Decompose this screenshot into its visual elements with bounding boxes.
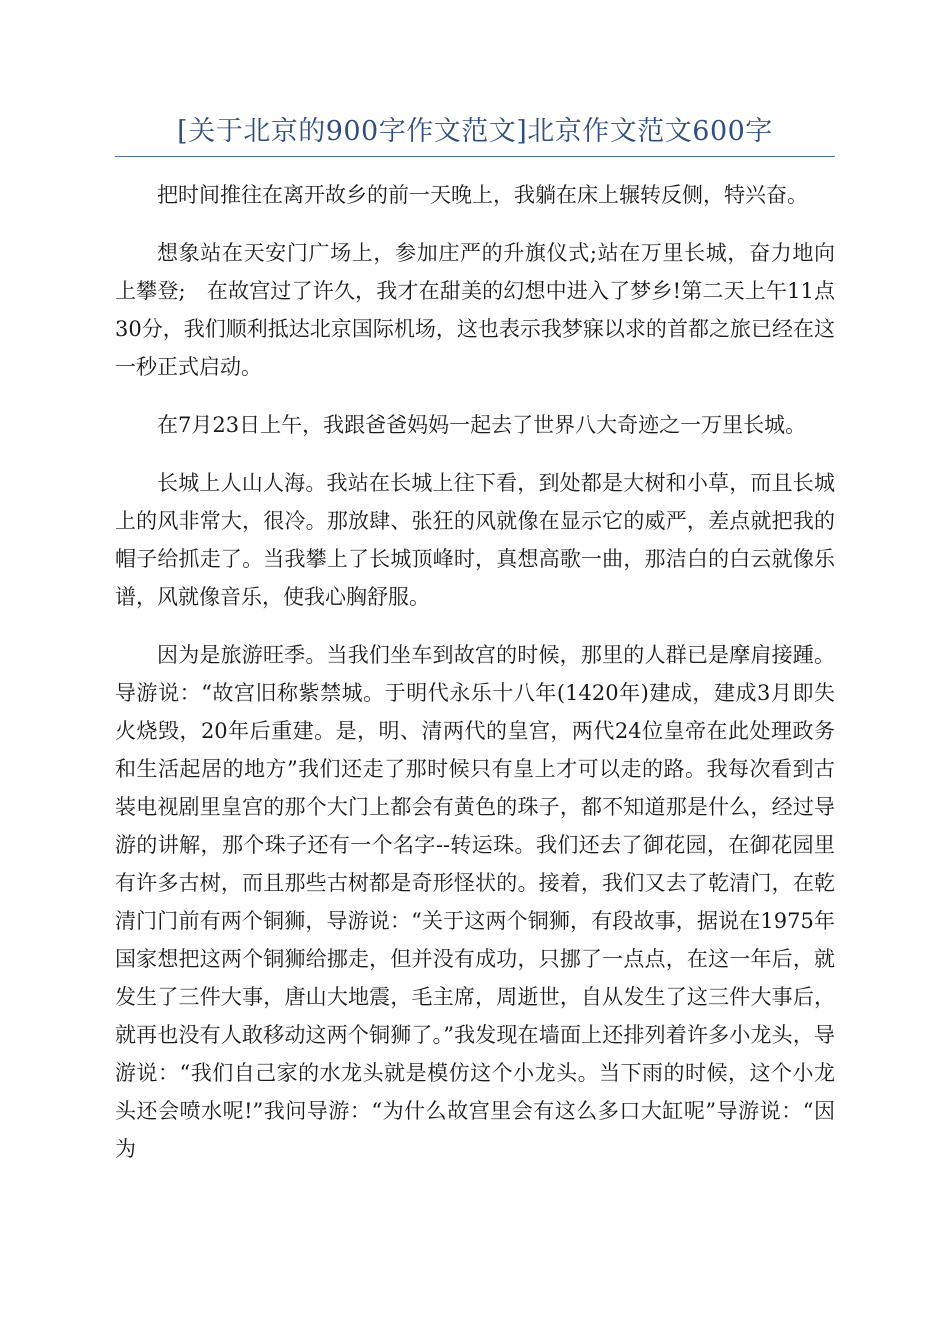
- paragraph: 想象站在天安门广场上，参加庄严的升旗仪式;站在万里长城，奋力地向上攀登; 在故宫过了许久，我才在甜美的幻想中进入了梦乡!第二天上午11点30分，我们顺利抵达北京国际机场，这也表示我梦寐以求的首都之旅已经在这一秒正式启动。: [115, 241, 835, 379]
- paragraph: 在7月23日上午，我跟爸爸妈妈一起去了世界八大奇迹之一万里长城。: [157, 413, 807, 437]
- title-bar: [115, 108, 835, 157]
- paragraph: 因为是旅游旺季。当我们坐车到故宫的时候，那里的人群已是摩肩接踵。导游说：“故宫旧称紫禁城。于明代永乐十八年(1420年)建成，建成3月即失火烧毁，20年后重建。是，明、清两代的皇宫，两代24位皇帝在此处理政务和生活起居的地方”我们还走了那时候只有皇上才可以走的路。我每次看到古装电视剧里皇宫的那个大门上都会有黄色的珠子，都不知道那是什么，经过导游的讲解，那个珠子还有一个名字--转运珠。我们还去了御花园，在御花园里有许多古树，而且那些古树都是奇形怪状的。接着，我们又去了乾清门，在乾清门门前有两个铜狮，导游说：“关于这两个铜狮，有段故事，据说在1975年国家想把这两个铜狮给挪走，但并没有成功，只挪了一点点，在这一年后，就发生了三件大事，唐山大地震，毛主席，周逝世，自从发生了这三件大事后，就再也没有人敢移动这两个铜狮了。”我发现在墙面上还排列着许多小龙头，导游说：“我们自己家的水龙头就是模仿这个小龙头。当下雨的时候，这个小龙头还会喷水呢!”我问导游：“为什么故宫里会有这么多口大缸呢”导游说：“因为: [115, 643, 835, 1161]
- paragraph: 把时间推往在离开故乡的前一天晚上，我躺在床上辗转反侧，特兴奋。: [157, 183, 808, 207]
- paragraph: 长城上人山人海。我站在长城上往下看，到处都是大树和小草，而且长城上的风非常大，很冷。那放肆、张狂的风就像在显示它的威严，差点就把我的帽子给抓走了。当我攀上了长城顶峰时，真想高歌一曲，那洁白的白云就像乐谱，风就像音乐，使我心胸舒服。: [115, 471, 835, 609]
- page-title: [关于北京的900字作文范文]北京作文范文600字: [177, 116, 773, 147]
- article-body: [115, 176, 835, 1188]
